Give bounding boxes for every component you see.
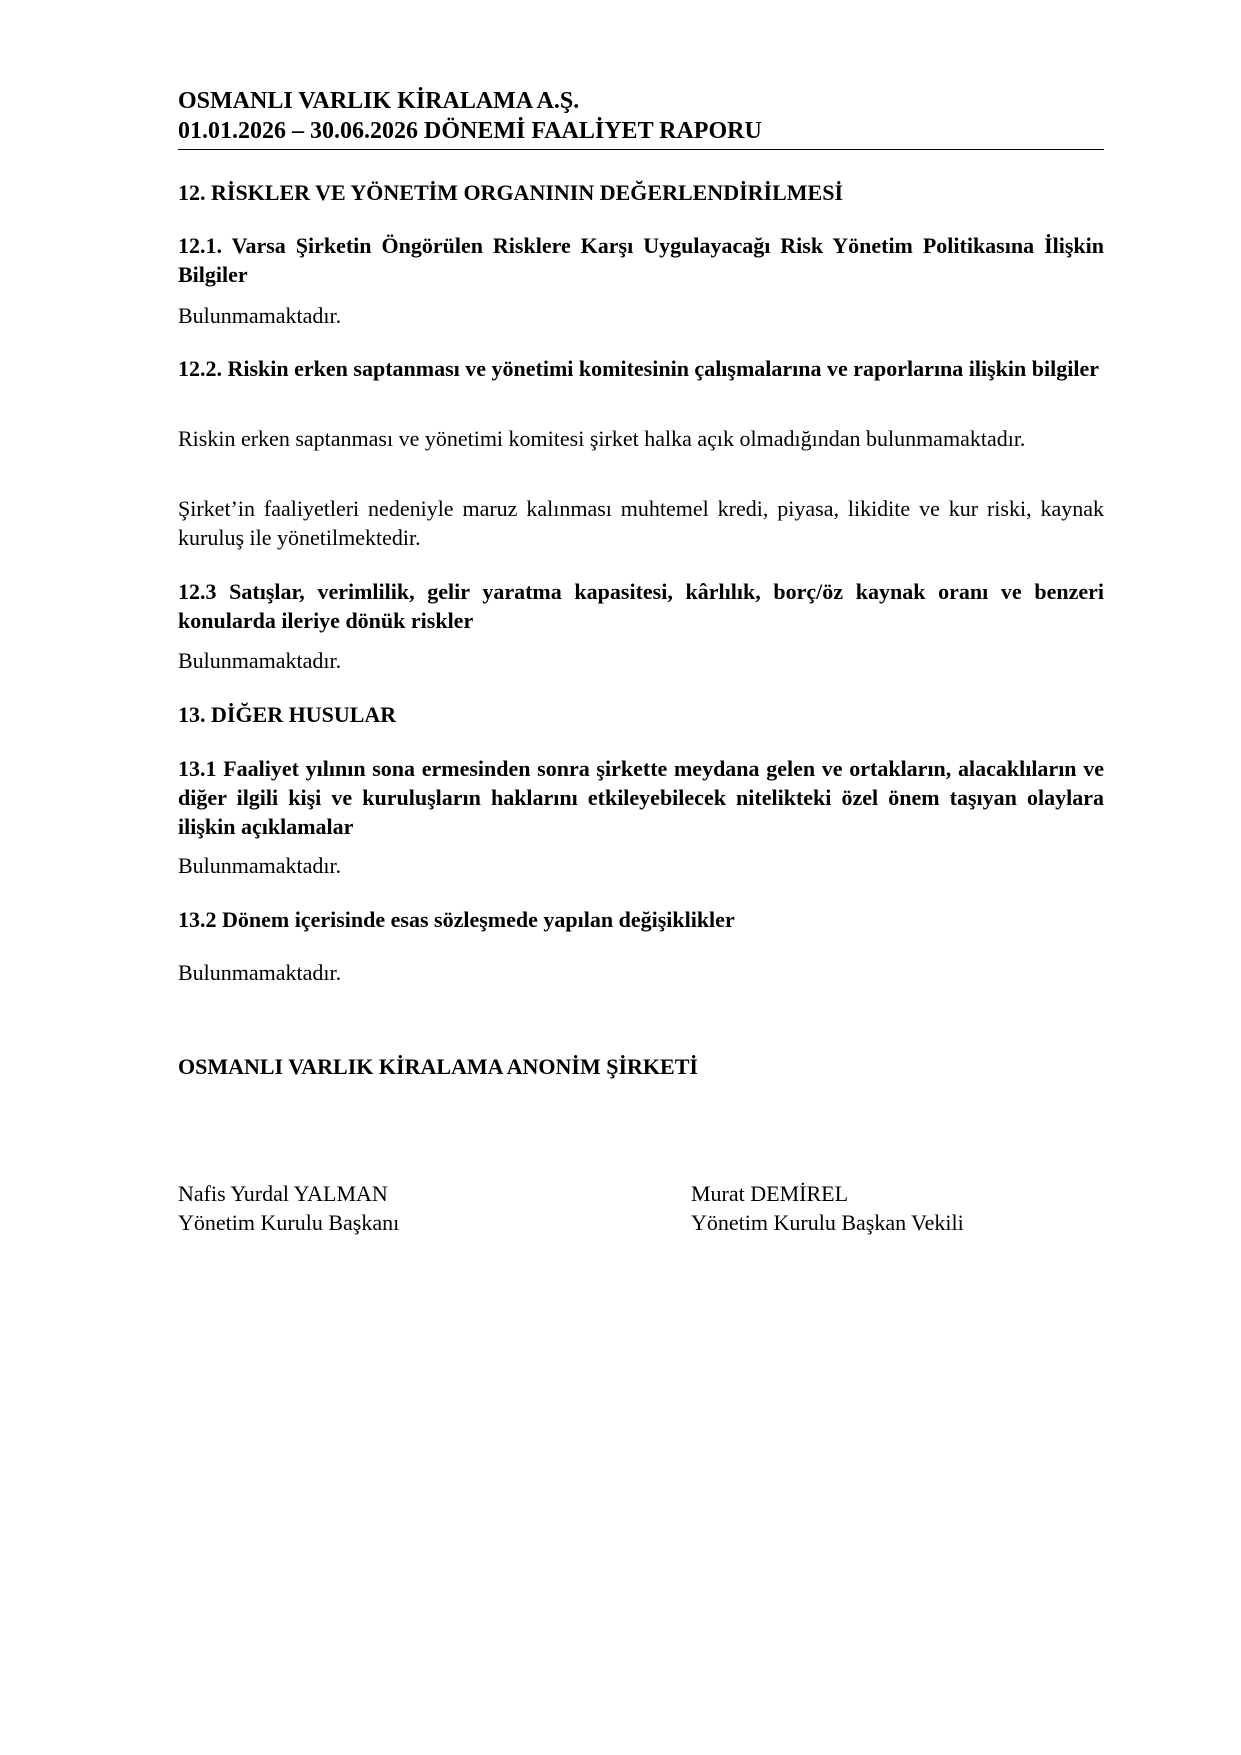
section-12-2-paragraph-2: Şirket’in faaliyetleri nedeniyle maruz kalınması muhtemel kredi, piyasa, likidite ve kur riski, kaynak kuruluş ile yönetilmektedir.	[178, 496, 1104, 550]
section-12-1-title: 12.1. Varsa Şirketin Öngörülen Risklere Karşı Uygulayacağı Risk Yönetim Politikasına İlişkin Bilgiler	[178, 233, 1104, 287]
header-company: OSMANLI VARLIK KİRALAMA A.Ş.	[178, 88, 580, 114]
section-13-1-title: 13.1 Faaliyet yılının sona ermesinden sonra şirkette meydana gelen ve ortakların, alacaklıların ve diğer ilgili kişi ve kuruluşların haklarını etkileyebilecek nitelikteki özel önem taşıyan olaylara ilişkin açıklamalar	[178, 756, 1104, 839]
section-12-3-text: Bulunmamaktadır.	[178, 648, 342, 673]
page-header	[178, 86, 1104, 150]
signatory-right	[691, 1179, 964, 1237]
section-13-2-title: 13.2 Dönem içerisinde esas sözleşmede yapılan değişiklikler	[178, 907, 735, 932]
header-report-period: 01.01.2026 – 30.06.2026 DÖNEMİ FAALİYET RAPORU	[178, 118, 762, 144]
section-12-2-title: 12.2. Riskin erken saptanması ve yönetimi komitesinin çalışmalarına ve raporlarına ilişkin bilgiler	[178, 356, 1099, 381]
section-12-2-paragraph-1: Riskin erken saptanması ve yönetimi komitesi şirket halka açık olmadığından bulunmamaktadır.	[178, 426, 1026, 451]
signatory-title: Yönetim Kurulu Başkan Vekili	[691, 1210, 964, 1235]
signatory-left	[178, 1179, 399, 1237]
section-12-title: 12. RİSKLER VE YÖNETİM ORGANININ DEĞERLENDİRİLMESİ	[178, 180, 844, 205]
section-13-2-text: Bulunmamaktadır.	[178, 960, 342, 985]
signatory-title: Yönetim Kurulu Başkanı	[178, 1210, 400, 1235]
signatory-name: Murat DEMİREL	[691, 1181, 849, 1206]
company-name-signature: OSMANLI VARLIK KİRALAMA ANONİM ŞİRKETİ	[178, 1054, 698, 1079]
section-12-3-title: 12.3 Satışlar, verimlilik, gelir yaratma kapasitesi, kârlılık, borç/öz kaynak oranı ve benzeri konularda ileriye dönük riskler	[178, 579, 1104, 633]
section-13-1-text: Bulunmamaktadır.	[178, 853, 342, 878]
signatory-name: Nafis Yurdal YALMAN	[178, 1181, 388, 1206]
section-13-title: 13. DİĞER HUSULAR	[178, 702, 397, 727]
section-12-1-text: Bulunmamaktadır.	[178, 303, 342, 328]
